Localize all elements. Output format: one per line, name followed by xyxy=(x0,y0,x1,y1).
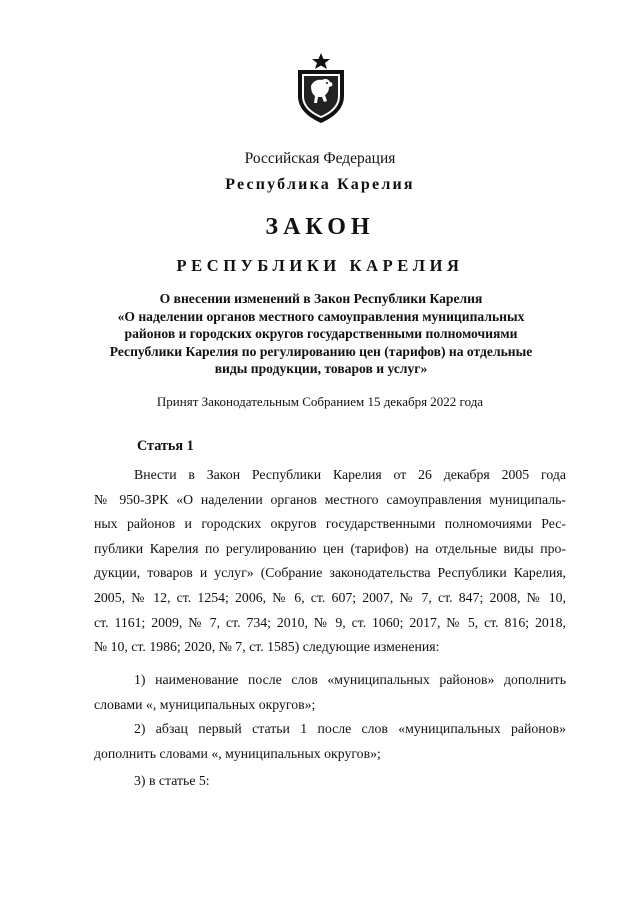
article-paragraph xyxy=(94,463,566,660)
paragraph-line: № 10, ст. 1986; 2020, № 7, ст. 1585) следующие изменения: xyxy=(94,639,440,655)
list-item-1 xyxy=(94,668,566,717)
list-item-3 xyxy=(94,769,566,794)
republic-name: Республика Карелия xyxy=(225,176,415,193)
karelia-coat-of-arms-icon xyxy=(294,52,348,124)
item-line: дополнить словами «, муниципальных округов»; xyxy=(94,745,381,761)
country-name: Российская Федерация xyxy=(244,150,396,167)
document-issuer: РЕСПУБЛИКИ КАРЕЛИЯ xyxy=(176,256,464,275)
paragraph-line: ных районов и городских округов государственными полномочиями Рес- xyxy=(94,516,566,532)
paragraph-line: № 950-ЗРК «О наделении органов местного самоуправления муниципаль- xyxy=(94,491,566,507)
item-line: 3) в статье 5: xyxy=(134,773,210,788)
article-heading: Статья 1 xyxy=(137,438,194,454)
paragraph-line: дукции, товаров и услуг» (Собрание законодательства Республики Карелия, xyxy=(94,565,566,581)
paragraph-line: 2005, № 12, ст. 1254; 2006, № 6, ст. 607; 2007, № 7, ст. 847; 2008, № 10, xyxy=(94,589,566,605)
law-title xyxy=(96,290,546,378)
paragraph-line: Внести в Закон Республики Карелия от 26 декабря 2005 года xyxy=(134,467,566,482)
law-title-line: Республики Карелия по регулированию цен (тарифов) на отдельные xyxy=(109,343,533,359)
item-line: 1) наименование после слов «муниципальных районов» дополнить xyxy=(134,672,566,687)
law-title-line: районов и городских округов государственными полномочиями xyxy=(124,326,518,341)
document-type: ЗАКОН xyxy=(265,214,375,240)
law-title-line: виды продукции, товаров и услуг» xyxy=(214,361,428,376)
paragraph-line: публики Карелия по регулированию цен (тарифов) на отдельные виды про- xyxy=(94,540,566,556)
law-title-line: О внесении изменений в Закон Республики Карелия xyxy=(159,291,483,306)
paragraph-line: ст. 1161; 2009, № 7, ст. 734; 2010, № 9, ст. 1060; 2017, № 5, ст. 816; 2018, xyxy=(94,614,566,630)
adoption-note: Принят Законодательным Собранием 15 декабря 2022 года xyxy=(156,394,484,409)
item-line: словами «, муниципальных округов»; xyxy=(94,696,316,712)
law-title-line: «О наделении органов местного самоуправления муниципальных xyxy=(117,308,525,324)
item-line: 2) абзац первый статьи 1 после слов «муниципальных районов» xyxy=(134,721,566,736)
list-item-2 xyxy=(94,717,566,766)
